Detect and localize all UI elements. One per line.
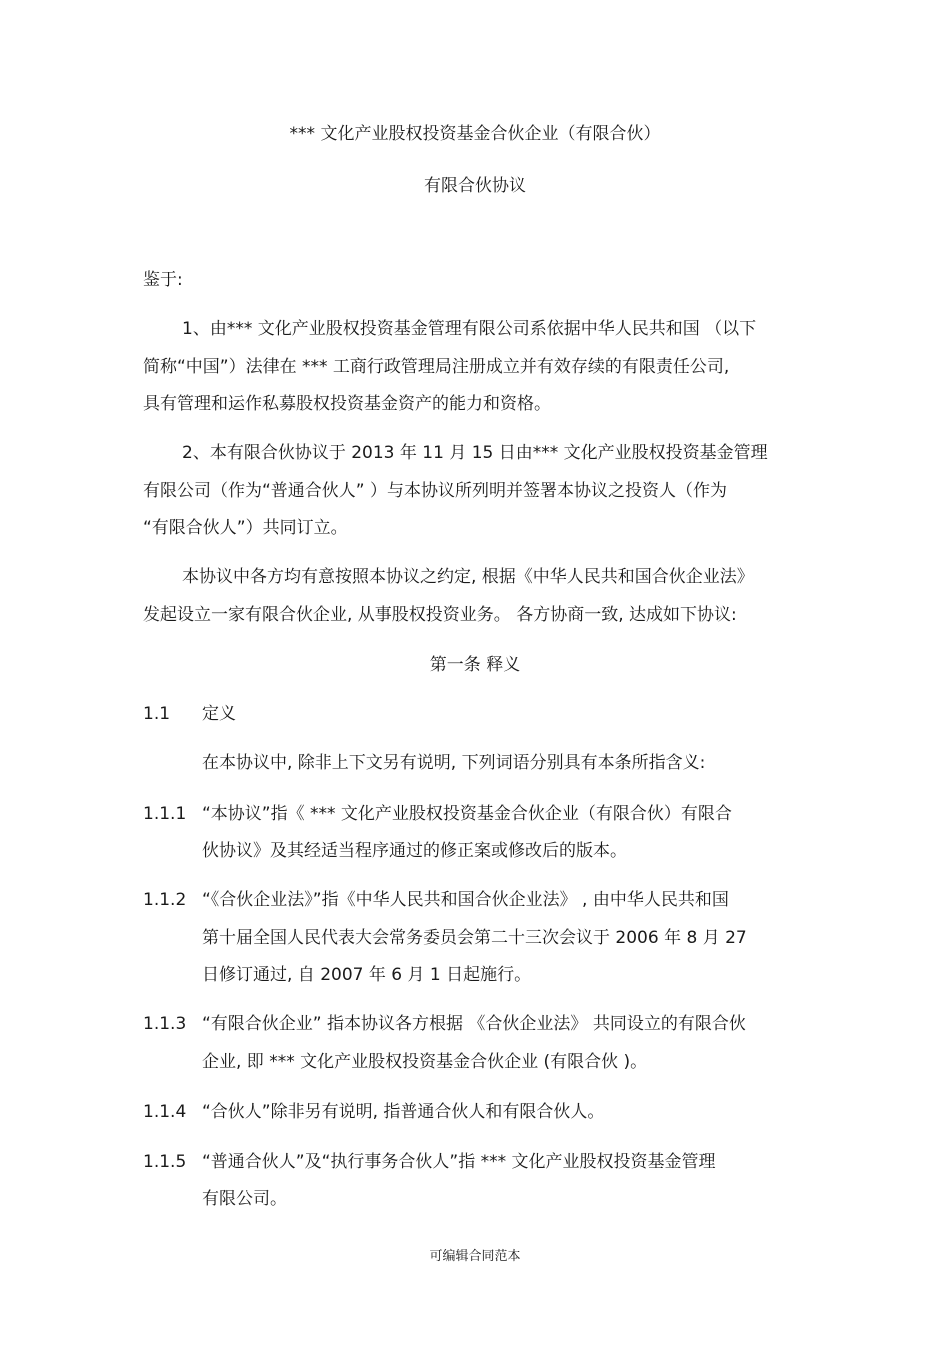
document-title: *** 文化产业股权投资基金合伙企业（有限合伙） (289, 124, 661, 144)
definition-1-number: 1.1.1 (143, 804, 187, 824)
recital-1-line-1: 1、由*** 文化产业股权投资基金管理有限公司系依据中华人民共和国 （以下 (182, 319, 757, 339)
definition-5-line-1: “普通合伙人”及“执行事务合伙人”指 *** 文化产业股权投资基金管理 (202, 1152, 716, 1172)
section-1-1-number: 1.1 (143, 704, 171, 724)
definition-2-line-2: 第十届全国人民代表大会常务委员会第二十三次会议于 2006 年 8 月 27 (202, 928, 747, 948)
article-1-heading: 第一条 释义 (429, 655, 521, 675)
definition-3-line-1: “有限合伙企业” 指本协议各方根据 《合伙企业法》 共同设立的有限合伙 (202, 1014, 746, 1034)
recital-2-line-1: 2、本有限合伙协议于 2013 年 11 月 15 日由*** 文化产业股权投资基金管理 (182, 443, 768, 463)
definition-3-number: 1.1.3 (143, 1014, 187, 1034)
document-subtitle: 有限合伙协议 (424, 176, 526, 196)
definition-2-line-1: “《合伙企业法》”指《中华人民共和国合伙企业法》 , 由中华人民共和国 (202, 890, 729, 910)
definition-2-number: 1.1.2 (143, 890, 187, 910)
recital-1-line-3: 具有管理和运作私募股权投资基金资产的能力和资格。 (143, 394, 551, 414)
definition-2-line-3: 日修订通过, 自 2007 年 6 月 1 日起施行。 (202, 965, 532, 985)
recital-2-line-2: 有限公司（作为“普通合伙人” ）与本协议所列明并签署本协议之投资人（作为 (143, 481, 728, 501)
definition-3-line-2: 企业, 即 *** 文化产业股权投资基金合伙企业 (有限合伙 )。 (202, 1052, 648, 1072)
whereas-label: 鉴于: (143, 270, 183, 290)
section-1-1-title: 定义 (202, 704, 236, 724)
definition-1-line-1: “本协议”指《 *** 文化产业股权投资基金合伙企业（有限合伙）有限合 (202, 804, 732, 824)
definitions-intro: 在本协议中, 除非上下文另有说明, 下列词语分别具有本条所指含义: (202, 753, 706, 773)
definition-4-line-1: “合伙人”除非另有说明, 指普通合伙人和有限合伙人。 (202, 1102, 605, 1122)
recital-3-line-2: 发起设立一家有限合伙企业, 从事股权投资业务。 各方协商一致, 达成如下协议: (143, 605, 737, 625)
definition-4-number: 1.1.4 (143, 1102, 187, 1122)
recital-1-line-2: 简称“中国”）法律在 *** 工商行政管理局注册成立并有效存续的有限责任公司, (143, 357, 730, 377)
definition-1-line-2: 伙协议》及其经适当程序通过的修正案或修改后的版本。 (202, 841, 627, 861)
page-footer: 可编辑合同范本 (429, 1249, 521, 1264)
definition-5-number: 1.1.5 (143, 1152, 187, 1172)
definition-5-line-2: 有限公司。 (202, 1189, 287, 1209)
recital-2-line-3: “有限合伙人”）共同订立。 (143, 518, 348, 538)
recital-3-line-1: 本协议中各方均有意按照本协议之约定, 根据《中华人民共和国合伙企业法》 (182, 567, 754, 587)
